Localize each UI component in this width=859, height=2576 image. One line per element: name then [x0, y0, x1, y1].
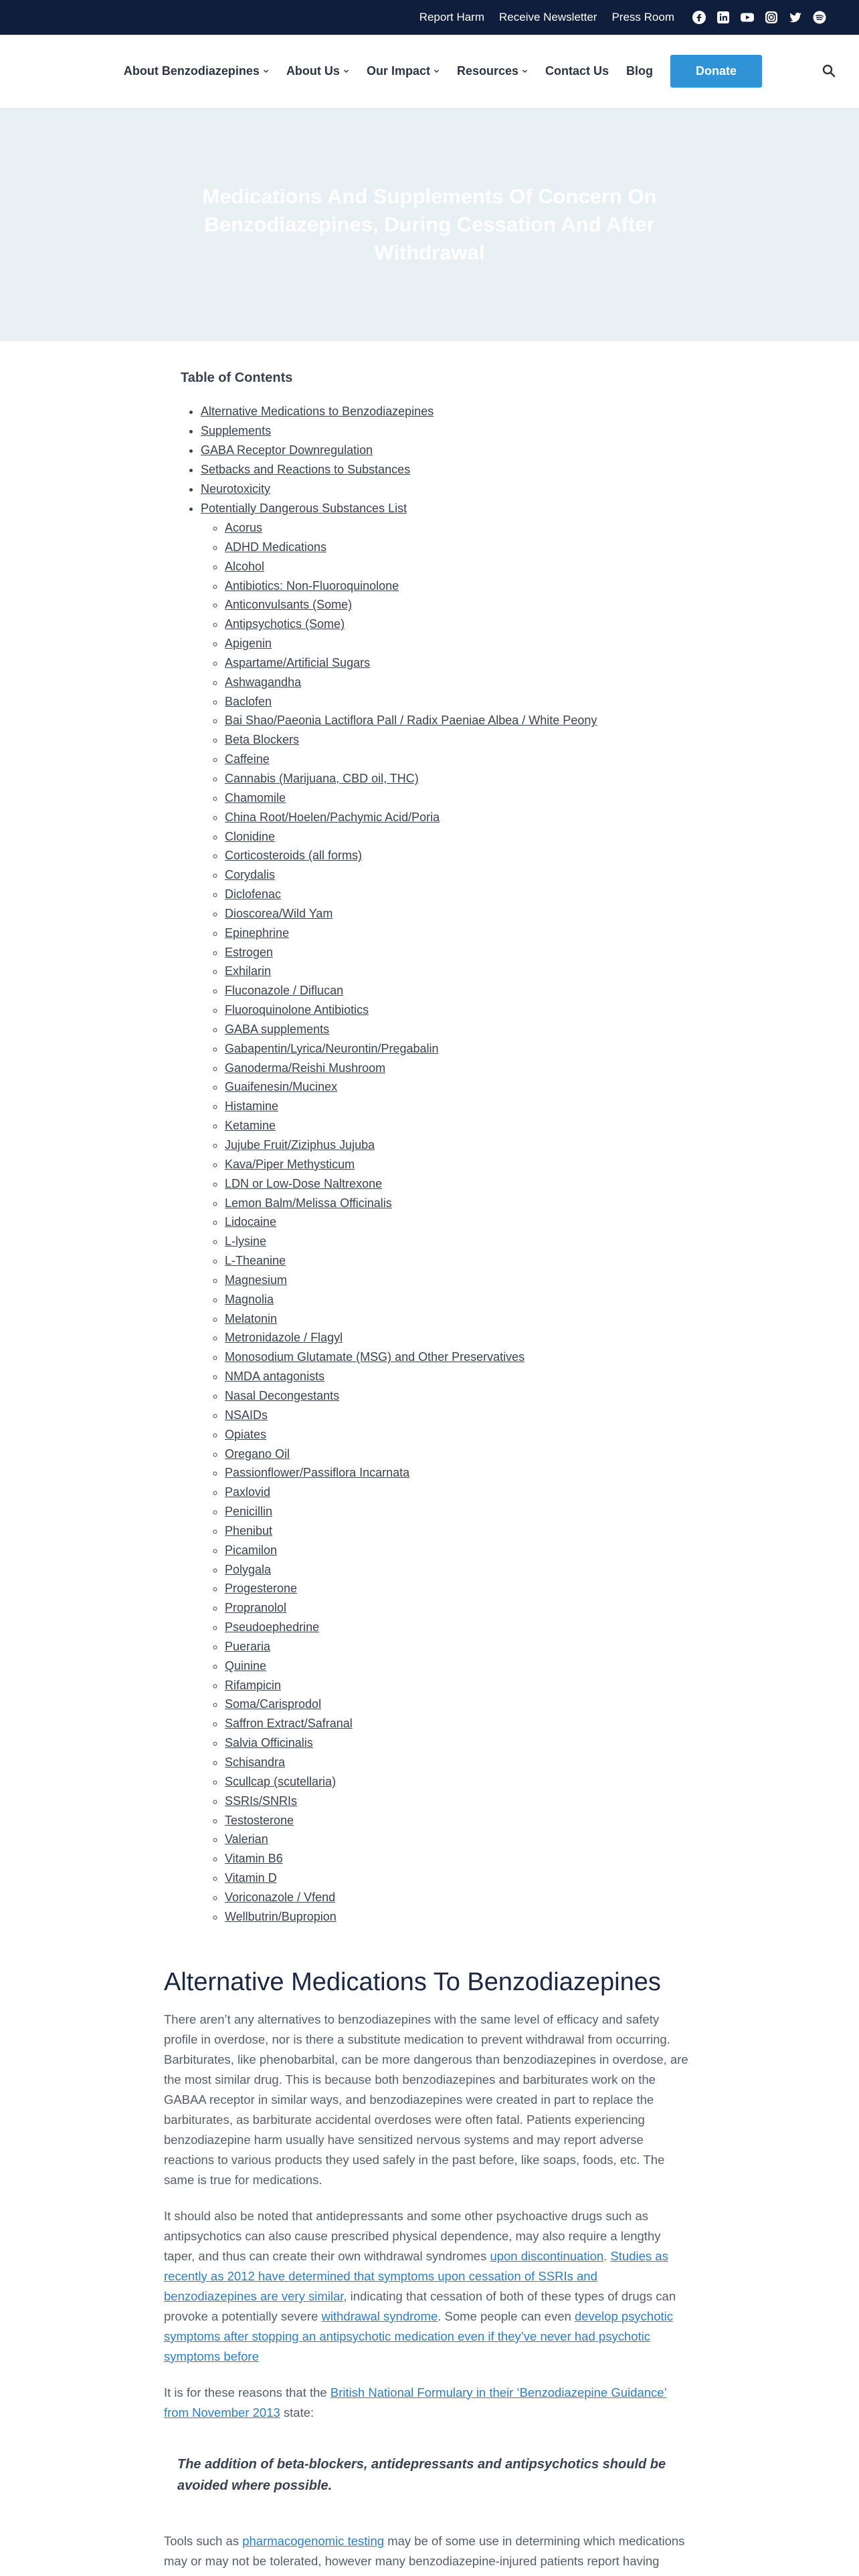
toc-sublink[interactable]: Polygala — [225, 1562, 272, 1576]
toc-subitem — [225, 846, 729, 865]
facebook-icon[interactable] — [692, 10, 706, 25]
nav-label: Contact Us — [545, 64, 609, 78]
toc-link[interactable]: Setbacks and Reactions to Substances — [201, 463, 411, 476]
toc-sublink[interactable]: Vitamin D — [225, 1871, 277, 1885]
text: . — [603, 2248, 611, 2263]
toc-subitem — [225, 1386, 729, 1406]
toc-subitem — [225, 1463, 729, 1483]
toc-subitem — [225, 1155, 729, 1174]
toc-sublink[interactable]: Caffeine — [225, 752, 270, 766]
toc-sublink[interactable]: Oregano Oil — [225, 1446, 290, 1461]
toc-subitem — [225, 962, 729, 981]
toc-sublink[interactable]: Schisandra — [225, 1755, 286, 1769]
page-title: Medications And Supplements Of Concern On Benzodiazepines, During Cessation And After Withdrawal — [202, 185, 657, 264]
toc-subitem — [225, 1733, 729, 1753]
nav-label: Resources — [456, 64, 519, 78]
toc-sublink[interactable]: Saffron Extract/Safranal — [225, 1717, 353, 1731]
social-links — [692, 10, 827, 25]
toc-subitem — [225, 1541, 729, 1560]
toc-sublink[interactable]: Lidocaine — [225, 1215, 277, 1229]
toc-subitem — [225, 865, 729, 885]
chevron-down-icon — [263, 68, 269, 74]
toc-list — [181, 402, 729, 1927]
toc-sublink[interactable]: Guaifenesin/Mucinex — [225, 1080, 338, 1094]
toc-subitem — [225, 1000, 729, 1020]
toc-sublink[interactable]: China Root/Hoelen/Pachymic Acid/Poria — [225, 810, 440, 824]
toc-subitem — [225, 1328, 729, 1348]
chevron-down-icon — [522, 68, 528, 74]
toc-subitem — [225, 1406, 729, 1425]
toc-sublink[interactable]: Monosodium Glutamate (MSG) and Other Preservatives — [225, 1350, 525, 1364]
toc-sublink[interactable]: Anticonvulsants (Some) — [225, 598, 353, 612]
table-of-contents — [181, 370, 729, 1927]
toc-sublink[interactable]: Diclofenac — [225, 887, 282, 901]
toc-subitem — [225, 1290, 729, 1309]
toc-link[interactable]: Supplements — [201, 424, 272, 437]
toc-sublink[interactable]: Soma/Carisprodol — [225, 1697, 322, 1711]
toc-subitem — [225, 904, 729, 924]
toc-subitem — [225, 1039, 729, 1059]
toc-sublink[interactable]: Wellbutrin/Bupropion — [225, 1909, 337, 1923]
toc-sublink[interactable]: L-Theanine — [225, 1254, 286, 1268]
toc-sublink[interactable]: ADHD Medications — [225, 540, 327, 554]
toc-subitem — [225, 1367, 729, 1386]
toc-sublink[interactable]: Aspartame/Artificial Sugars — [225, 655, 371, 669]
toc-subitem — [225, 1271, 729, 1290]
toc-sublink[interactable]: Passionflower/Passiflora Incarnata — [225, 1466, 410, 1480]
blockquote: The addition of beta-blockers, antidepressants and antipsychotics should be avoided where possible. — [177, 2456, 666, 2493]
toc-sublink[interactable]: Clonidine — [225, 829, 276, 843]
toc-subitem — [225, 1676, 729, 1695]
toc-subitem — [225, 1425, 729, 1444]
nav-about-us[interactable] — [286, 64, 349, 78]
paragraph — [164, 2531, 692, 2571]
toc-subitem — [225, 1097, 729, 1116]
nav-label: Blog — [626, 64, 654, 78]
toc-sublink[interactable]: LDN or Low-Dose Naltrexone — [225, 1176, 383, 1190]
toc-sublink[interactable]: Progesterone — [225, 1582, 298, 1596]
inline-link[interactable]: pharmacogenomic testing — [242, 2533, 385, 2548]
section-heading: Alternative Medications To Benzodiazepines — [164, 1967, 661, 1996]
toc-subitem — [225, 1116, 729, 1136]
toc-sublink[interactable]: Apigenin — [225, 637, 272, 651]
toc-subitem — [225, 711, 729, 730]
text: It should also be noted that antidepressants and some other psychoactive drugs such as antipsychotics can also cause prescribed physical dependence, may also require a lengthy taper, and thus can create their own withdrawal syndromes — [164, 2208, 661, 2263]
toc-sublink[interactable]: Testosterone — [225, 1813, 294, 1827]
toc-subitem — [225, 1521, 729, 1541]
inline-link[interactable]: develop psychotic symptoms after stopping an antipsychotic medication even if they’ve never had psychotic symptoms before — [164, 2309, 673, 2363]
toc-sublink[interactable]: Fluoroquinolone Antibiotics — [225, 1003, 369, 1017]
toc-sublink[interactable]: L-lysine — [225, 1235, 267, 1249]
toc-sublink[interactable]: GABA supplements — [225, 1022, 330, 1036]
toc-sublink[interactable]: Dioscorea/Wild Yam — [225, 906, 333, 920]
toc-subitem — [225, 1598, 729, 1618]
toc-subitem — [225, 1579, 729, 1598]
top-utility-bar — [0, 0, 859, 35]
text: state: — [280, 2405, 314, 2420]
toc-sublink[interactable]: Kava/Piper Methysticum — [225, 1157, 355, 1171]
search-icon[interactable] — [821, 63, 837, 79]
toc-subitem — [225, 769, 729, 788]
toc-sublink[interactable]: Picamilon — [225, 1543, 278, 1557]
linkedin-icon[interactable] — [716, 10, 731, 25]
toc-sublink[interactable]: Bai Shao/Paeonia Lactiflora Pall / Radix Paeniae Albea / White Peony — [225, 714, 597, 728]
toc-sublink[interactable]: Nasal Decongestants — [225, 1388, 340, 1402]
inline-link[interactable]: Studies as recently as 2012 have determined that symptoms upon cessation of SSRIs and benzodiazepines are very similar — [164, 2248, 668, 2303]
toc-item — [201, 402, 729, 421]
toc-subitem — [225, 1772, 729, 1792]
toc-sublink[interactable]: Antibiotics: Non-Fluoroquinolone — [225, 578, 399, 593]
toc-sublink[interactable]: Ganoderma/Reishi Mushroom — [225, 1061, 386, 1075]
inline-link[interactable]: withdrawal syndrome — [321, 2309, 438, 2323]
toc-sublink[interactable]: Cannabis (Marijuana, CBD oil, THC) — [225, 771, 419, 785]
toc-subitem — [225, 634, 729, 653]
text: It is for these reasons that the — [164, 2385, 330, 2399]
paragraph — [164, 2383, 692, 2423]
toc-subitem — [225, 1502, 729, 1521]
toc-subitem — [225, 1251, 729, 1271]
toc-title: Table of Contents — [181, 370, 293, 385]
toc-sublink[interactable]: Melatonin — [225, 1311, 278, 1325]
toc-subitem — [225, 1868, 729, 1888]
toc-subitem — [225, 788, 729, 808]
toc-sublink[interactable]: Epinephrine — [225, 926, 290, 940]
toc-subitem — [225, 981, 729, 1000]
toc-subitem — [225, 1637, 729, 1656]
toc-sublink[interactable]: SSRIs/SNRIs — [225, 1794, 298, 1808]
toc-subitem — [225, 576, 729, 596]
toc-link[interactable]: Neurotoxicity — [201, 482, 271, 496]
toc-sublink[interactable]: Scullcap (scutellaria) — [225, 1774, 337, 1788]
toc-subitem — [225, 615, 729, 634]
toc-subitem — [225, 1714, 729, 1733]
toc-subitem — [225, 827, 729, 847]
toc-item — [201, 479, 729, 499]
toc-subitem — [225, 730, 729, 750]
toc-subitem — [225, 1753, 729, 1772]
twitter-icon[interactable] — [788, 10, 803, 25]
toc-sublink[interactable]: Gabapentin/Lyrica/Neurontin/Pregabalin — [225, 1041, 439, 1055]
toc-sublink[interactable]: Metronidazole / Flagyl — [225, 1331, 343, 1345]
toc-sublink[interactable]: Quinine — [225, 1658, 267, 1673]
page-hero — [0, 108, 859, 341]
toc-subitem — [225, 943, 729, 962]
toc-subitem — [225, 518, 729, 538]
text: , indicating that cessation of both of these types of drugs can provoke a potentially severe — [164, 2288, 676, 2323]
toc-subitem — [225, 1077, 729, 1097]
toc-sublink[interactable]: NMDA antagonists — [225, 1370, 325, 1384]
toc-sublink[interactable]: Pueraria — [225, 1639, 271, 1653]
main-navigation — [0, 35, 859, 108]
toc-subitem — [225, 1309, 729, 1329]
toc-sublink[interactable]: Antipsychotics (Some) — [225, 617, 345, 631]
toc-subitem — [225, 653, 729, 673]
nav-about-benzodiazepines[interactable] — [124, 64, 269, 78]
chevron-down-icon — [343, 68, 349, 74]
toc-sublink[interactable]: Acorus — [225, 521, 263, 534]
toc-subitem — [225, 673, 729, 692]
toc-sublink[interactable]: Phenibut — [225, 1523, 273, 1537]
toc-subitem — [225, 1888, 729, 1907]
toc-subitem — [225, 1020, 729, 1039]
paragraph — [164, 2206, 692, 2367]
toc-link[interactable]: Potentially Dangerous Substances List — [201, 502, 407, 515]
toc-subitem — [225, 1174, 729, 1194]
toc-subitem — [225, 1792, 729, 1811]
toc-sublink[interactable]: Alcohol — [225, 559, 265, 573]
toc-sublink[interactable]: Corydalis — [225, 868, 276, 882]
toc-subitem — [225, 1811, 729, 1830]
toc-sublink[interactable]: Salvia Officinalis — [225, 1736, 313, 1750]
spotify-icon[interactable] — [812, 10, 827, 25]
toc-item — [201, 499, 729, 1927]
toc-sublink[interactable]: Beta Blockers — [225, 733, 300, 747]
toc-subitem — [225, 924, 729, 943]
report-harm-link[interactable]: Report Harm — [419, 11, 485, 23]
toc-sublink[interactable]: Pseudoephedrine — [225, 1620, 320, 1634]
toc-sublink[interactable]: Propranolol — [225, 1601, 287, 1615]
toc-sublink[interactable]: Lemon Balm/Melissa Officinalis — [225, 1196, 392, 1210]
nav-label: Our Impact — [366, 64, 430, 78]
toc-item — [201, 441, 729, 460]
donate-button[interactable]: Donate — [670, 55, 762, 88]
toc-subitem — [225, 885, 729, 904]
toc-sublink[interactable]: Jujube Fruit/Ziziphus Jujuba — [225, 1138, 375, 1152]
toc-sublink[interactable]: Voriconazole / Vfend — [225, 1890, 336, 1904]
toc-subitem — [225, 1560, 729, 1580]
chevron-down-icon — [434, 68, 440, 74]
nav-blog[interactable] — [626, 64, 653, 78]
nav-resources[interactable] — [457, 64, 528, 78]
toc-sublink[interactable]: Vitamin B6 — [225, 1852, 283, 1866]
toc-sublink[interactable]: Valerian — [225, 1832, 268, 1846]
toc-sublink[interactable]: Paxlovid — [225, 1485, 271, 1499]
toc-subitem — [225, 1656, 729, 1676]
toc-item — [201, 460, 729, 479]
text: . Some people can even — [438, 2309, 575, 2323]
toc-sublink[interactable]: Corticosteroids (all forms) — [225, 849, 363, 863]
nav-contact-us[interactable] — [545, 64, 609, 78]
paragraph: There aren’t any alternatives to benzodiazepines with the same level of efficacy and safety profile in overdose, nor is there a substitute medication to prevent withdrawal from occurring. Barbiturates, like phenobarbital, can be more dangerous than benzodiazepines in overdose, are the most similar drug. This is because both benzodiazepines and barbiturates work on the GABAA receptor in similar ways, and benzodiazepines were created in part to replace the barbiturates, as barbiturate accidental overdoses were often fatal. Patients experiencing benzodiazepine harm usually have sensitized nervous systems and may report adverse reactions to various products they used safely in the past before, like soaps, foods, etc. The same is true for medications. — [164, 2012, 688, 2187]
toc-sublist — [201, 518, 729, 1927]
toc-sublink[interactable]: Penicillin — [225, 1505, 273, 1519]
toc-sublink[interactable]: Magnesium — [225, 1273, 288, 1287]
toc-subitem — [225, 1849, 729, 1868]
toc-subitem — [225, 1907, 729, 1927]
toc-subitem — [225, 1194, 729, 1213]
toc-subitem — [225, 1232, 729, 1251]
toc-subitem — [225, 1618, 729, 1637]
toc-subitem — [225, 808, 729, 827]
text: may be of some use in determining which medications may or may not be tolerated, however many benzodiazepine-injured patients report having — [164, 2533, 685, 2568]
toc-sublink[interactable]: Opiates — [225, 1427, 267, 1441]
text: Tools such as — [164, 2533, 243, 2548]
inline-link[interactable]: upon discontinuation — [490, 2248, 604, 2263]
article-body — [164, 1967, 692, 2571]
toc-sublink[interactable]: Histamine — [225, 1099, 279, 1113]
toc-sublink[interactable]: Chamomile — [225, 790, 286, 804]
toc-sublink[interactable]: Baclofen — [225, 694, 272, 708]
toc-subitem — [225, 1444, 729, 1464]
toc-sublink[interactable]: Magnolia — [225, 1292, 274, 1306]
nav-items — [124, 55, 762, 88]
instagram-icon[interactable] — [764, 10, 779, 25]
toc-subitem — [225, 1059, 729, 1078]
toc-subitem — [225, 538, 729, 557]
toc-sublink[interactable]: Rifampicin — [225, 1678, 282, 1692]
youtube-icon[interactable] — [740, 10, 755, 25]
toc-link[interactable]: GABA Receptor Downregulation — [201, 443, 373, 457]
toc-sublink[interactable]: Fluconazole / Diflucan — [225, 984, 344, 998]
nav-label: About Benzodiazepines — [123, 64, 260, 78]
inline-link[interactable]: British National Formulary in their ‘Benzodiazepine Guidance’ from November 2013 — [164, 2385, 667, 2420]
toc-sublink[interactable]: Ketamine — [225, 1119, 276, 1133]
toc-sublink[interactable]: Exhilarin — [225, 964, 272, 978]
toc-subitem — [225, 1830, 729, 1849]
toc-link[interactable]: Alternative Medications to Benzodiazepines — [201, 405, 434, 418]
receive-newsletter-link[interactable]: Receive Newsletter — [499, 11, 597, 23]
toc-sublink[interactable]: Estrogen — [225, 945, 274, 959]
toc-item — [201, 421, 729, 441]
toc-subitem — [225, 1483, 729, 1502]
toc-subitem — [225, 1695, 729, 1714]
toc-sublink[interactable]: NSAIDs — [225, 1408, 268, 1422]
toc-subitem — [225, 750, 729, 769]
toc-subitem — [225, 1212, 729, 1232]
toc-subitem — [225, 595, 729, 615]
nav-our-impact[interactable] — [367, 64, 440, 78]
press-room-link[interactable]: Press Room — [611, 11, 674, 23]
toc-subitem — [225, 692, 729, 712]
nav-label: About Us — [286, 64, 340, 78]
toc-subitem — [225, 557, 729, 576]
toc-subitem — [225, 1136, 729, 1155]
toc-subitem — [225, 1348, 729, 1367]
toc-sublink[interactable]: Ashwagandha — [225, 675, 302, 689]
